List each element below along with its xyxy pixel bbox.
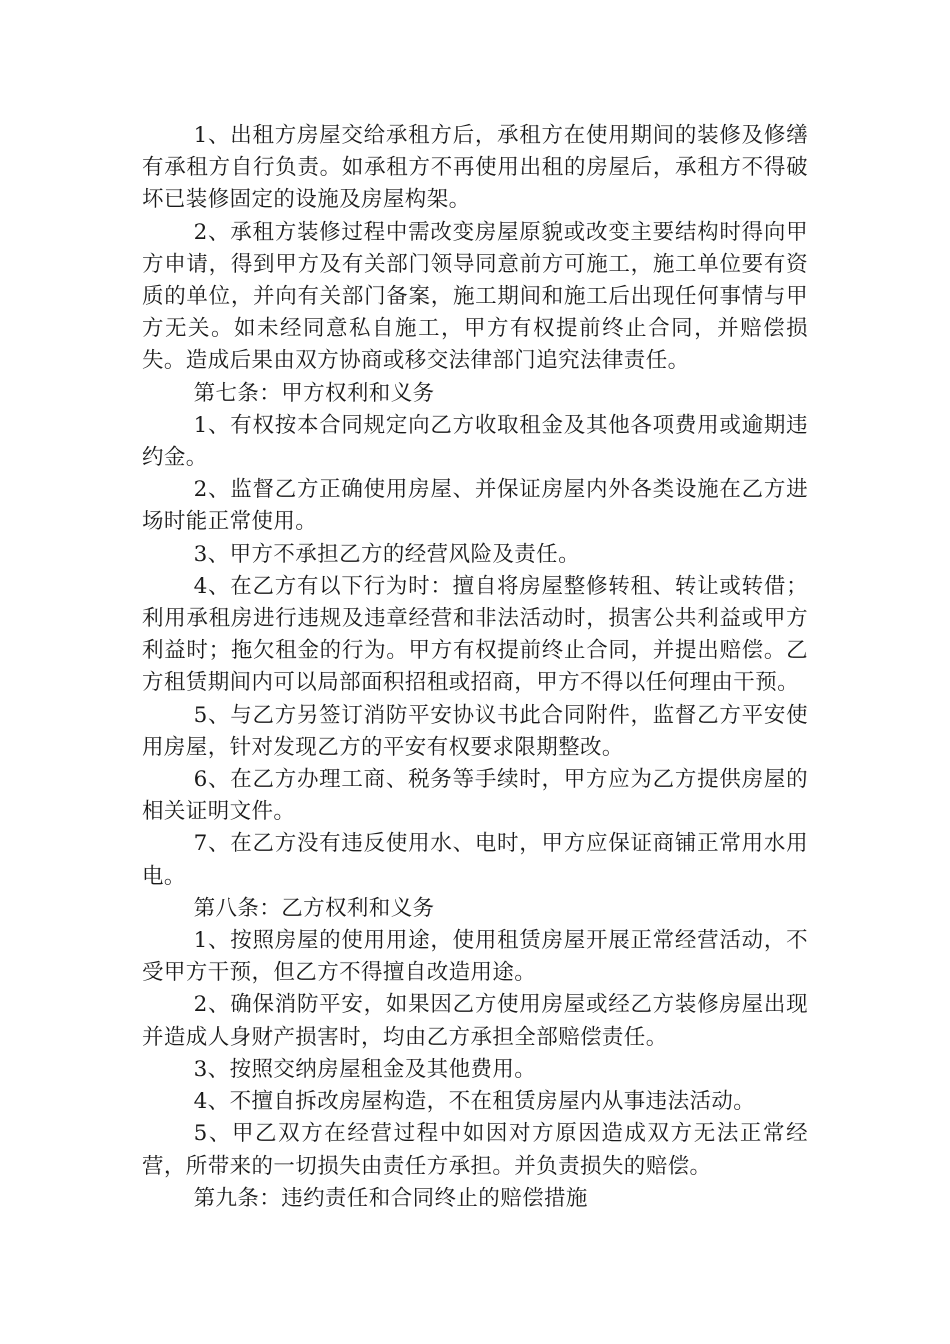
article-8-heading: 第八条：乙方权利和义务 (193, 895, 435, 921)
article-8-item-5: 5、甲乙双方在经营过程中如因对方原因造成双方无法正常经营，所带来的一切损失由责任方承担。并负责损失的赔偿。 (142, 1121, 808, 1179)
document-body (142, 120, 808, 1215)
article-7-item-7: 7、在乙方没有违反使用水、电时，甲方应保证商铺正常用水用电。 (142, 831, 808, 889)
clause-renovation-1: 1、出租方房屋交给承租方后，承租方在使用期间的装修及修缮有承租方自行负责。如承租方不再使用出租的房屋后，承租方不得破坏已装修固定的设施及房屋构架。 (142, 123, 808, 213)
article-7-item-5: 5、与乙方另签订消防平安协议书此合同附件，监督乙方平安使用房屋，针对发现乙方的平安有权要求限期整改。 (142, 702, 808, 760)
article-8-item-3: 3、按照交纳房屋租金及其他费用。 (193, 1056, 537, 1082)
article-7-item-1: 1、有权按本合同规定向乙方收取租金及其他各项费用或逾期违约金。 (142, 412, 808, 471)
article-7-heading: 第七条：甲方权利和义务 (193, 380, 435, 406)
article-9-heading: 第九条：违约责任和合同终止的赔偿措施 (193, 1185, 588, 1211)
article-7-item-6: 6、在乙方办理工商、税务等手续时，甲方应为乙方提供房屋的相关证明文件。 (142, 767, 808, 825)
article-7-item-3: 3、甲方不承担乙方的经营风险及责任。 (193, 541, 580, 567)
article-8-item-2: 2、确保消防平安，如果因乙方使用房屋或经乙方装修房屋出现并造成人身财产损害时，均由乙方承担全部赔偿责任。 (142, 992, 808, 1050)
clause-renovation-2: 2、承租方装修过程中需改变房屋原貌或改变主要结构时得向甲方申请，得到甲方及有关部门领导同意前方可施工，施工单位要有资质的单位，并向有关部门备案，施工期间和施工后出现任何事情与甲方无关。如未经同意私自施工，甲方有权提前终止合同，并赔偿损失。造成后果由双方协商或移交法律部门追究法律责任。 (142, 219, 808, 374)
article-7-item-2: 2、监督乙方正确使用房屋、并保证房屋内外各类设施在乙方进场时能正常使用。 (142, 477, 808, 535)
article-7-item-4: 4、在乙方有以下行为时：擅自将房屋整修转租、转让或转借；利用承租房进行违规及违章经营和非法活动时，损害公共利益或甲方利益时；拖欠租金的行为。甲方有权提前终止合同，并提出赔偿。乙方租赁期间内可以局部面积招租或招商，甲方不得以任何理由干预。 (142, 573, 808, 696)
article-8-item-1: 1、按照房屋的使用用途，使用租赁房屋开展正常经营活动，不受甲方干预，但乙方不得擅自改造用途。 (142, 928, 808, 986)
article-8-item-4: 4、不擅自拆改房屋构造，不在租赁房屋内从事违法活动。 (193, 1089, 756, 1115)
